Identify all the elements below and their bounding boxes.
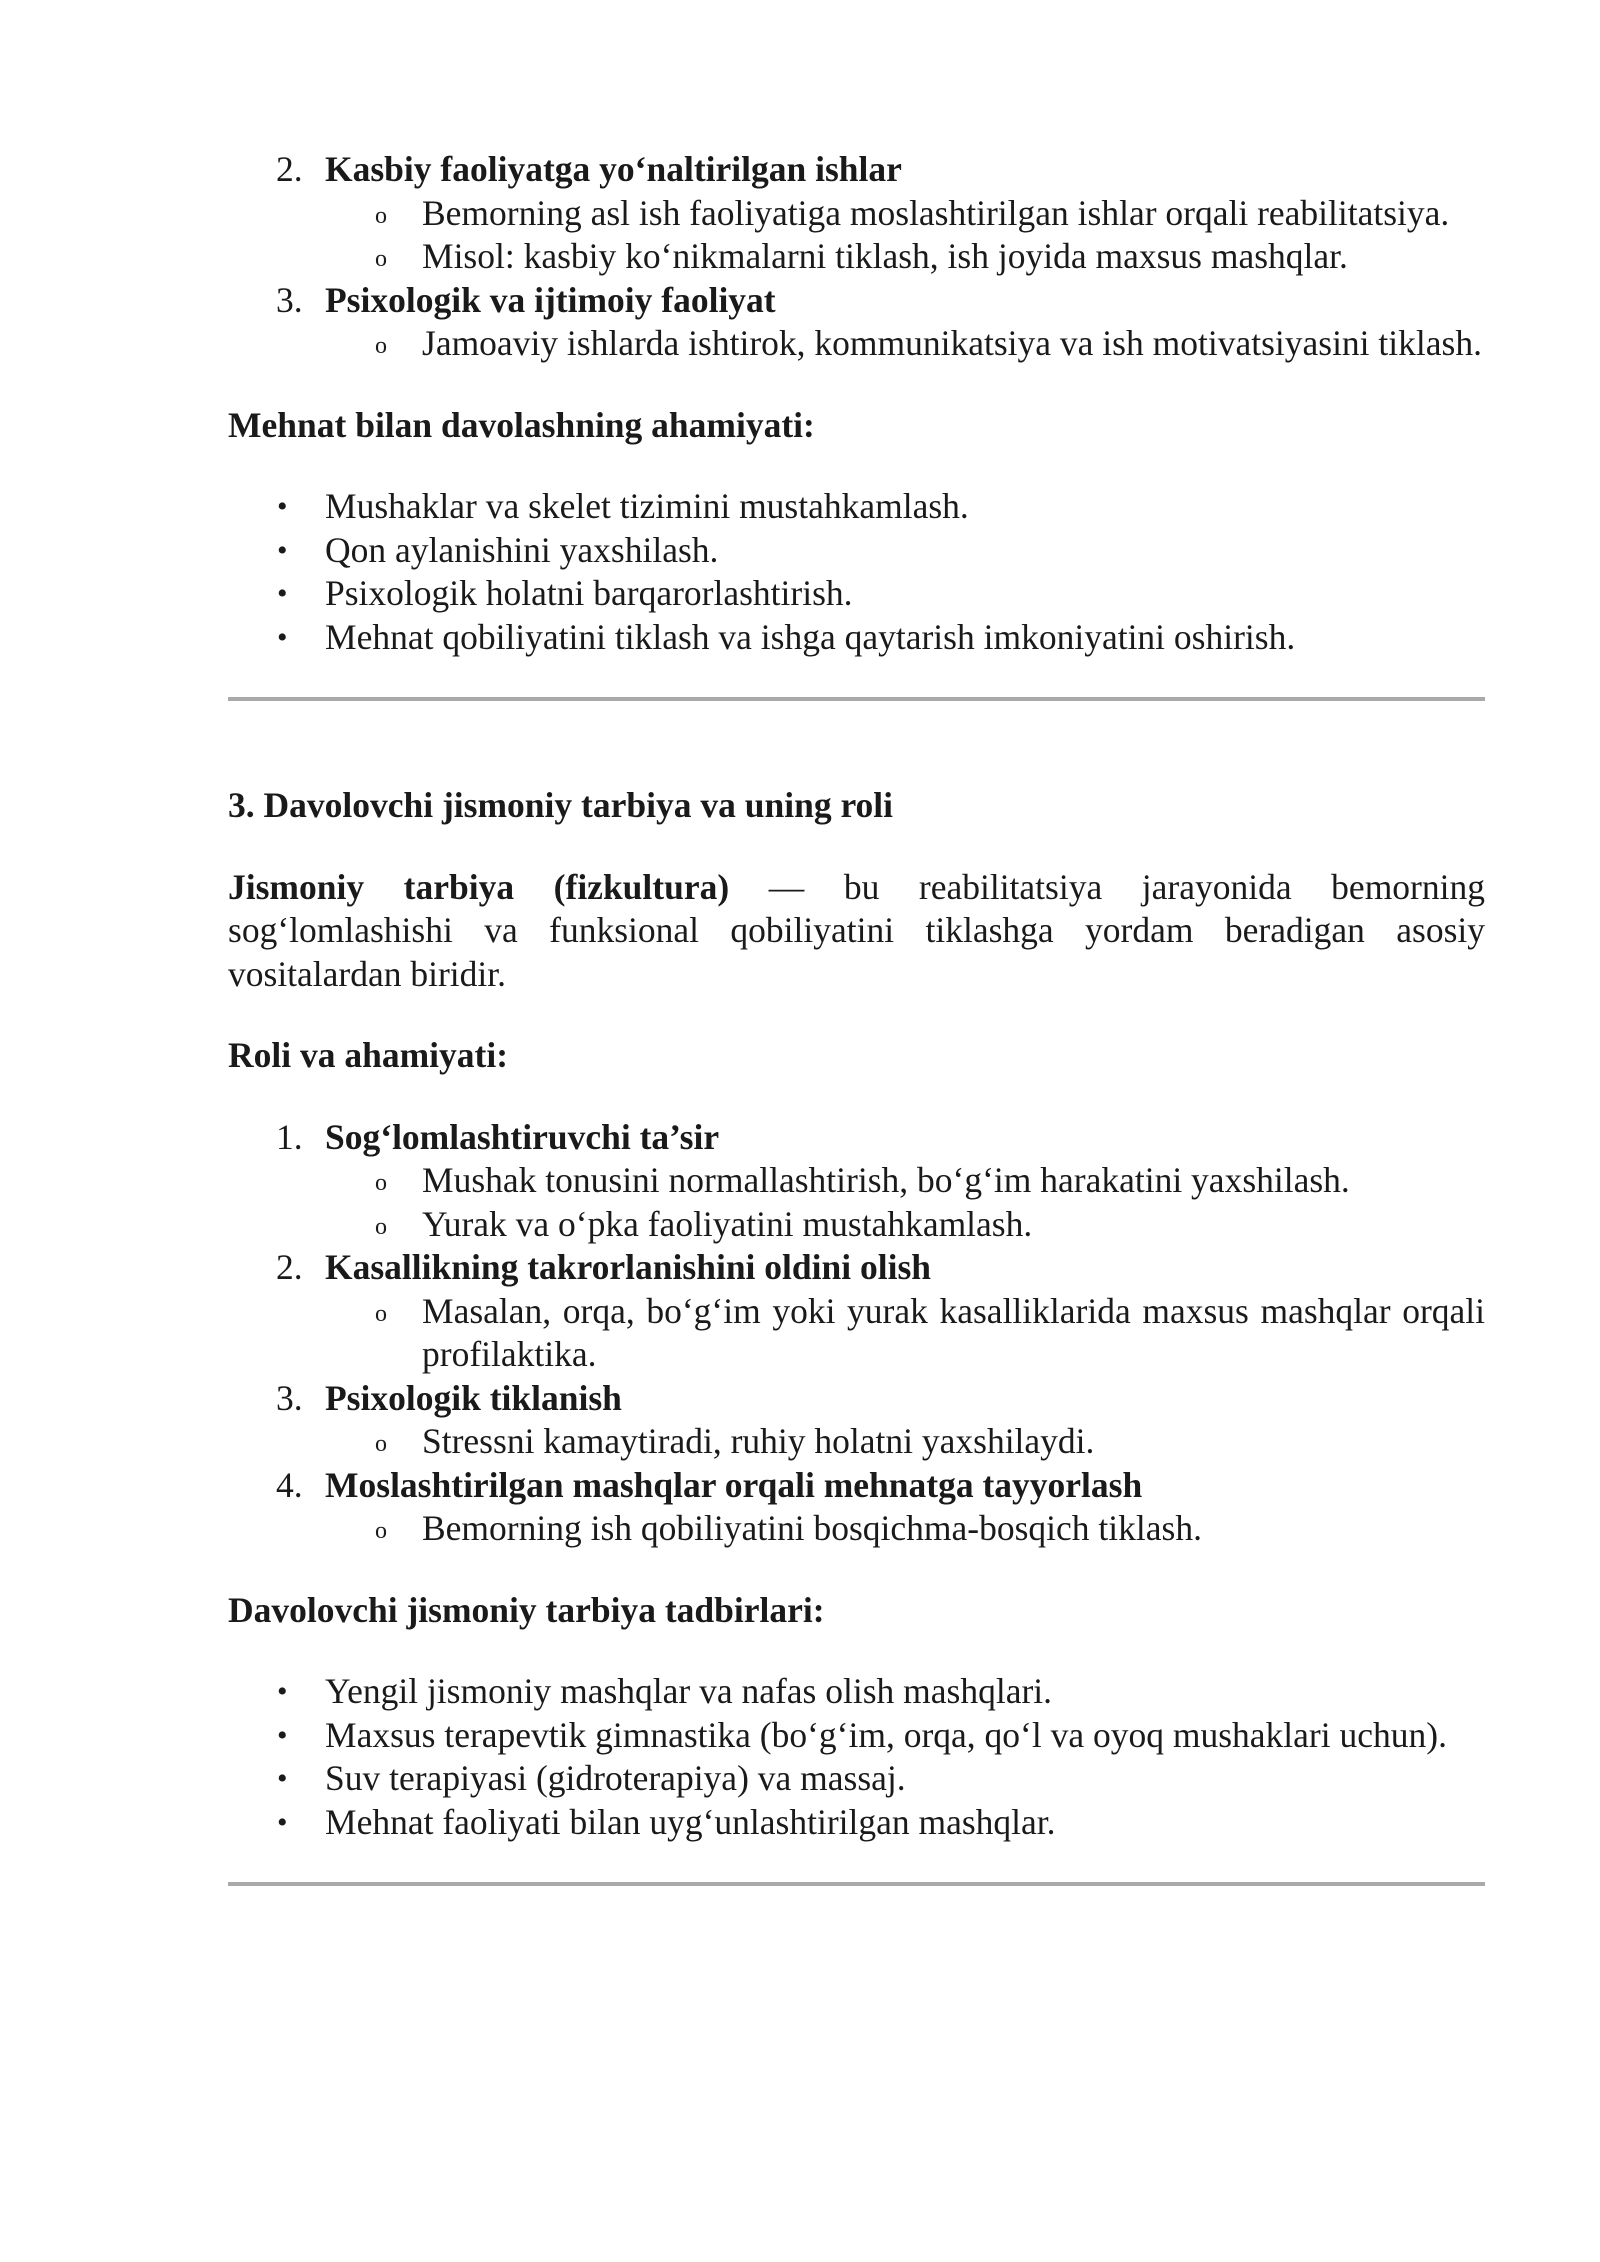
bullet-item	[228, 1801, 1485, 1845]
bullet-icon: •	[277, 1675, 288, 1708]
list-item-title: Kasallikning takrorlanishini oldini olish	[325, 1247, 932, 1287]
list-item	[228, 279, 1485, 323]
circle-bullet-icon: o	[375, 1518, 387, 1544]
bullet-text: Mushaklar va skelet tizimini mustahkamlash.	[325, 486, 969, 526]
bullet-text: Qon aylanishini yaxshilash.	[325, 529, 719, 570]
bullet-item	[228, 1757, 1485, 1801]
bullet-item	[228, 1670, 1485, 1714]
sub-item-text: Yurak va o‘pka faoliyatini mustahkamlash.	[422, 1203, 1033, 1244]
bullet-icon: •	[277, 533, 288, 567]
sub-list-item	[228, 1507, 1485, 1551]
bullet-item	[228, 616, 1485, 660]
horizontal-divider	[228, 1882, 1485, 1886]
list-number: 2.	[276, 1247, 303, 1287]
circle-bullet-icon: o	[375, 202, 387, 229]
circle-bullet-icon: o	[375, 1300, 387, 1327]
list-item-title: Psixologik tiklanish	[325, 1377, 622, 1418]
sub-list-item	[228, 322, 1485, 366]
sub-list-item	[228, 192, 1485, 236]
sub-list-item	[228, 1420, 1485, 1464]
section-title: 3. Davolovchi jismoniy tarbiya va uning roli	[228, 785, 894, 825]
list-number: 4.	[276, 1464, 303, 1505]
bullet-item	[228, 485, 1485, 529]
bullet-icon: •	[277, 1718, 288, 1752]
bullet-text: Psixologik holatni barqarorlashtirish.	[325, 573, 853, 613]
sub-item-text: Bemorning asl ish faoliyatiga moslashtirilgan ishlar orqali reabilitatsiya.	[422, 192, 1450, 233]
intro-text: — bu reabilitatsiya jarayonida bemorning sog‘lomlashishi va funksional qobiliyatini tiklashga yordam beradigan asosiy vositalardan biridir.	[228, 866, 1485, 994]
circle-bullet-icon: o	[375, 333, 387, 359]
sub-item-text: Jamoaviy ishlarda ishtirok, kommunikatsiya va ish motivatsiyasini tiklash.	[422, 323, 1482, 363]
list-number: 3.	[276, 1377, 303, 1418]
bullet-text: Suv terapiyasi (gidroterapiya) va massaj.	[325, 1758, 906, 1798]
roles-list	[228, 1116, 1485, 1551]
list-item-title: Sog‘lomlashtiruvchi ta’sir	[325, 1116, 720, 1157]
sub-list-item	[228, 1203, 1485, 1247]
bullet-text: Maxsus terapevtik gimnastika (bo‘g‘im, orqa, qo‘l va oyoq mushaklari uchun).	[325, 1714, 1447, 1755]
sub-list-item	[228, 1290, 1485, 1377]
activities-heading: Davolovchi jismoniy tarbiya tadbirlari:	[228, 1589, 825, 1630]
bullet-icon: •	[277, 1762, 288, 1795]
bullet-item	[228, 529, 1485, 573]
sub-list-item	[228, 235, 1485, 279]
bullet-icon: •	[277, 577, 288, 610]
circle-bullet-icon: o	[375, 1431, 387, 1457]
sub-item-text: Mushak tonusini normallashtirish, bo‘g‘im harakatini yaxshilash.	[422, 1160, 1350, 1200]
bullet-text: Yengil jismoniy mashqlar va nafas olish mashqlari.	[325, 1671, 1053, 1711]
sub-list-item	[228, 1159, 1485, 1203]
list-item	[228, 1246, 1485, 1290]
circle-bullet-icon: o	[375, 1170, 387, 1196]
bullet-icon: •	[277, 1805, 288, 1839]
document-page	[228, 148, 1485, 1886]
bullet-text: Mehnat qobiliyatini tiklash va ishga qaytarish imkoniyatini oshirish.	[325, 616, 1296, 657]
list-item	[228, 148, 1485, 192]
list-item-title: Psixologik va ijtimoiy faoliyat	[325, 279, 776, 320]
bullet-text: Mehnat faoliyati bilan uyg‘unlashtirilgan mashqlar.	[325, 1801, 1056, 1842]
list-item-title: Kasbiy faoliyatga yo‘naltirilgan ishlar	[325, 149, 902, 189]
sub-item-text: Stressni kamaytiradi, ruhiy holatni yaxshilaydi.	[422, 1421, 1095, 1461]
importance-heading: Mehnat bilan davolashning ahamiyati:	[228, 404, 815, 445]
bullet-item	[228, 1714, 1485, 1758]
list-number: 2.	[276, 149, 303, 189]
bullet-icon: •	[277, 490, 288, 523]
list-number: 1.	[276, 1116, 303, 1157]
list-item	[228, 1464, 1485, 1508]
activities-bullet-list	[228, 1670, 1485, 1844]
bullet-item	[228, 572, 1485, 616]
list-item-title: Moslashtirilgan mashqlar orqali mehnatga tayyorlash	[325, 1464, 1143, 1505]
sub-item-text: Masalan, orqa, bo‘g‘im yoki yurak kasalliklarida maxsus mashqlar orqali profilaktika.	[422, 1290, 1485, 1374]
list-item	[228, 1116, 1485, 1160]
list-number: 3.	[276, 279, 303, 320]
importance-bullet-list	[228, 485, 1485, 659]
bullet-icon: •	[277, 620, 288, 654]
list-item	[228, 1377, 1485, 1421]
sub-item-text: Bemorning ish qobiliyatini bosqichma-bosqich tiklash.	[422, 1508, 1202, 1548]
role-heading: Roli va ahamiyati:	[228, 1035, 509, 1075]
work-types-list	[228, 148, 1485, 366]
circle-bullet-icon: o	[375, 246, 387, 272]
intro-bold-term: Jismoniy tarbiya (fizkultura)	[228, 866, 730, 907]
intro-paragraph	[228, 866, 1485, 997]
circle-bullet-icon: o	[375, 1213, 387, 1240]
sub-item-text: Misol: kasbiy ko‘nikmalarni tiklash, ish joyida maxsus mashqlar.	[422, 236, 1348, 276]
